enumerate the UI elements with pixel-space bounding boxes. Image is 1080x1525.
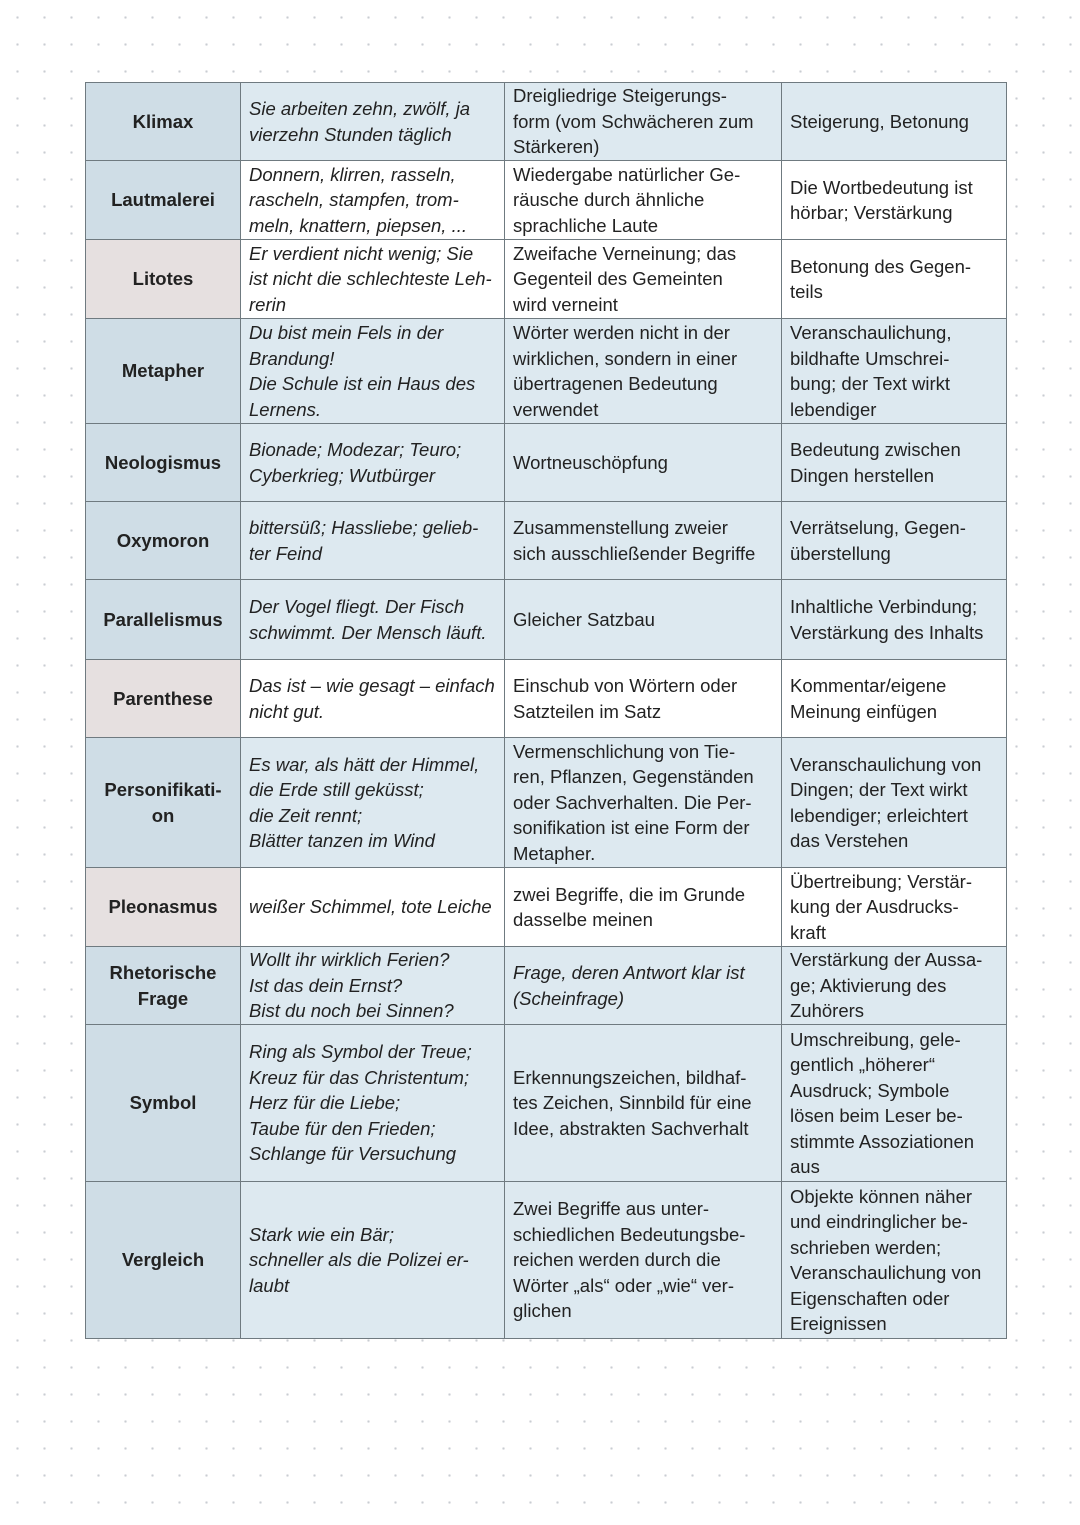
term-cell: Personifikati- on [86, 738, 241, 868]
description-cell: Zweifache Verneinung; das Gegenteil des Gemeinten wird verneint [505, 240, 782, 319]
example-cell: weißer Schimmel, tote Leiche [241, 868, 505, 947]
example-cell: Ring als Symbol der Treue; Kreuz für das Christentum; Herz für die Liebe; Taube für den Frieden; Schlange für Versuchung [241, 1025, 505, 1182]
example-cell: bittersüß; Hassliebe; gelieb- ter Feind [241, 502, 505, 580]
table-row [86, 1182, 1007, 1339]
table-row [86, 424, 1007, 502]
table-row [86, 240, 1007, 319]
effect-cell: Objekte können näher und eindringlicher be- schrieben werden; Veranschaulichung von Eigenschaften oder Ereignissen [782, 1182, 1007, 1339]
effect-cell: Kommentar/eigene Meinung einfügen [782, 660, 1007, 738]
table-row [86, 83, 1007, 161]
description-cell: Gleicher Satzbau [505, 580, 782, 660]
stylistic-devices-table [85, 82, 1007, 1339]
example-cell: Der Vogel fliegt. Der Fisch schwimmt. Der Mensch läuft. [241, 580, 505, 660]
effect-cell: Umschreibung, gele- gentlich „höherer“ Ausdruck; Symbole lösen beim Leser be- stimmte Assoziationen aus [782, 1025, 1007, 1182]
table-row [86, 1025, 1007, 1182]
table-row [86, 738, 1007, 868]
description-cell: zwei Begriffe, die im Grunde dasselbe meinen [505, 868, 782, 947]
description-cell: Wortneuschöpfung [505, 424, 782, 502]
effect-cell: Steigerung, Betonung [782, 83, 1007, 161]
term-cell: Parallelismus [86, 580, 241, 660]
effect-cell: Betonung des Gegen- teils [782, 240, 1007, 319]
effect-cell: Veranschaulichung von Dingen; der Text wirkt lebendiger; erleichtert das Verstehen [782, 738, 1007, 868]
description-cell: Zwei Begriffe aus unter- schiedlichen Bedeutungsbe- reichen werden durch die Wörter „als“ oder „wie“ ver- glichen [505, 1182, 782, 1339]
table-row [86, 502, 1007, 580]
effect-cell: Veranschaulichung, bildhafte Umschrei- bung; der Text wirkt lebendiger [782, 319, 1007, 424]
example-cell: Stark wie ein Bär; schneller als die Polizei er- laubt [241, 1182, 505, 1339]
example-cell: Wollt ihr wirklich Ferien? Ist das dein Ernst? Bist du noch bei Sinnen? [241, 947, 505, 1025]
description-cell: Frage, deren Antwort klar ist (Scheinfrage) [505, 947, 782, 1025]
effect-cell: Die Wortbedeutung ist hörbar; Verstärkung [782, 161, 1007, 240]
description-cell: Dreigliedrige Steigerungs- form (vom Schwächeren zum Stärkeren) [505, 83, 782, 161]
example-cell: Das ist – wie gesagt – einfach nicht gut. [241, 660, 505, 738]
table-row [86, 660, 1007, 738]
table-row [86, 580, 1007, 660]
effect-cell: Inhaltliche Verbindung; Verstärkung des Inhalts [782, 580, 1007, 660]
term-cell: Klimax [86, 83, 241, 161]
example-cell: Er verdient nicht wenig; Sie ist nicht die schlechteste Leh- rerin [241, 240, 505, 319]
term-cell: Litotes [86, 240, 241, 319]
table-row [86, 868, 1007, 947]
table-row [86, 161, 1007, 240]
effect-cell: Verrätselung, Gegen- überstellung [782, 502, 1007, 580]
example-cell: Sie arbeiten zehn, zwölf, ja vierzehn Stunden täglich [241, 83, 505, 161]
description-cell: Zusammenstellung zweier sich ausschließender Begriffe [505, 502, 782, 580]
term-cell: Lautmalerei [86, 161, 241, 240]
description-cell: Wörter werden nicht in der wirklichen, sondern in einer übertragenen Bedeutung verwendet [505, 319, 782, 424]
term-cell: Symbol [86, 1025, 241, 1182]
term-cell: Vergleich [86, 1182, 241, 1339]
effect-cell: Bedeutung zwischen Dingen herstellen [782, 424, 1007, 502]
example-cell: Bionade; Modezar; Teuro; Cyberkrieg; Wutbürger [241, 424, 505, 502]
example-cell: Donnern, klirren, rasseln, rascheln, stampfen, trom- meln, knattern, piepsen, ... [241, 161, 505, 240]
example-cell: Es war, als hätt der Himmel, die Erde still geküsst; die Zeit rennt; Blätter tanzen im Wind [241, 738, 505, 868]
effect-cell: Übertreibung; Verstär- kung der Ausdrucks- kraft [782, 868, 1007, 947]
term-cell: Rhetorische Frage [86, 947, 241, 1025]
description-cell: Erkennungszeichen, bildhaf- tes Zeichen, Sinnbild für eine Idee, abstrakten Sachverhalt [505, 1025, 782, 1182]
term-cell: Pleonasmus [86, 868, 241, 947]
effect-cell: Verstärkung der Aussa- ge; Aktivierung des Zuhörers [782, 947, 1007, 1025]
description-cell: Wiedergabe natürlicher Ge- räusche durch ähnliche sprachliche Laute [505, 161, 782, 240]
term-cell: Parenthese [86, 660, 241, 738]
description-cell: Einschub von Wörtern oder Satzteilen im Satz [505, 660, 782, 738]
term-cell: Neologismus [86, 424, 241, 502]
description-cell: Vermenschlichung von Tie- ren, Pflanzen, Gegenständen oder Sachverhalten. Die Per- sonifikation ist eine Form der Metapher. [505, 738, 782, 868]
table-row [86, 319, 1007, 424]
term-cell: Metapher [86, 319, 241, 424]
example-cell: Du bist mein Fels in der Brandung! Die Schule ist ein Haus des Lernens. [241, 319, 505, 424]
term-cell: Oxymoron [86, 502, 241, 580]
table-row [86, 947, 1007, 1025]
